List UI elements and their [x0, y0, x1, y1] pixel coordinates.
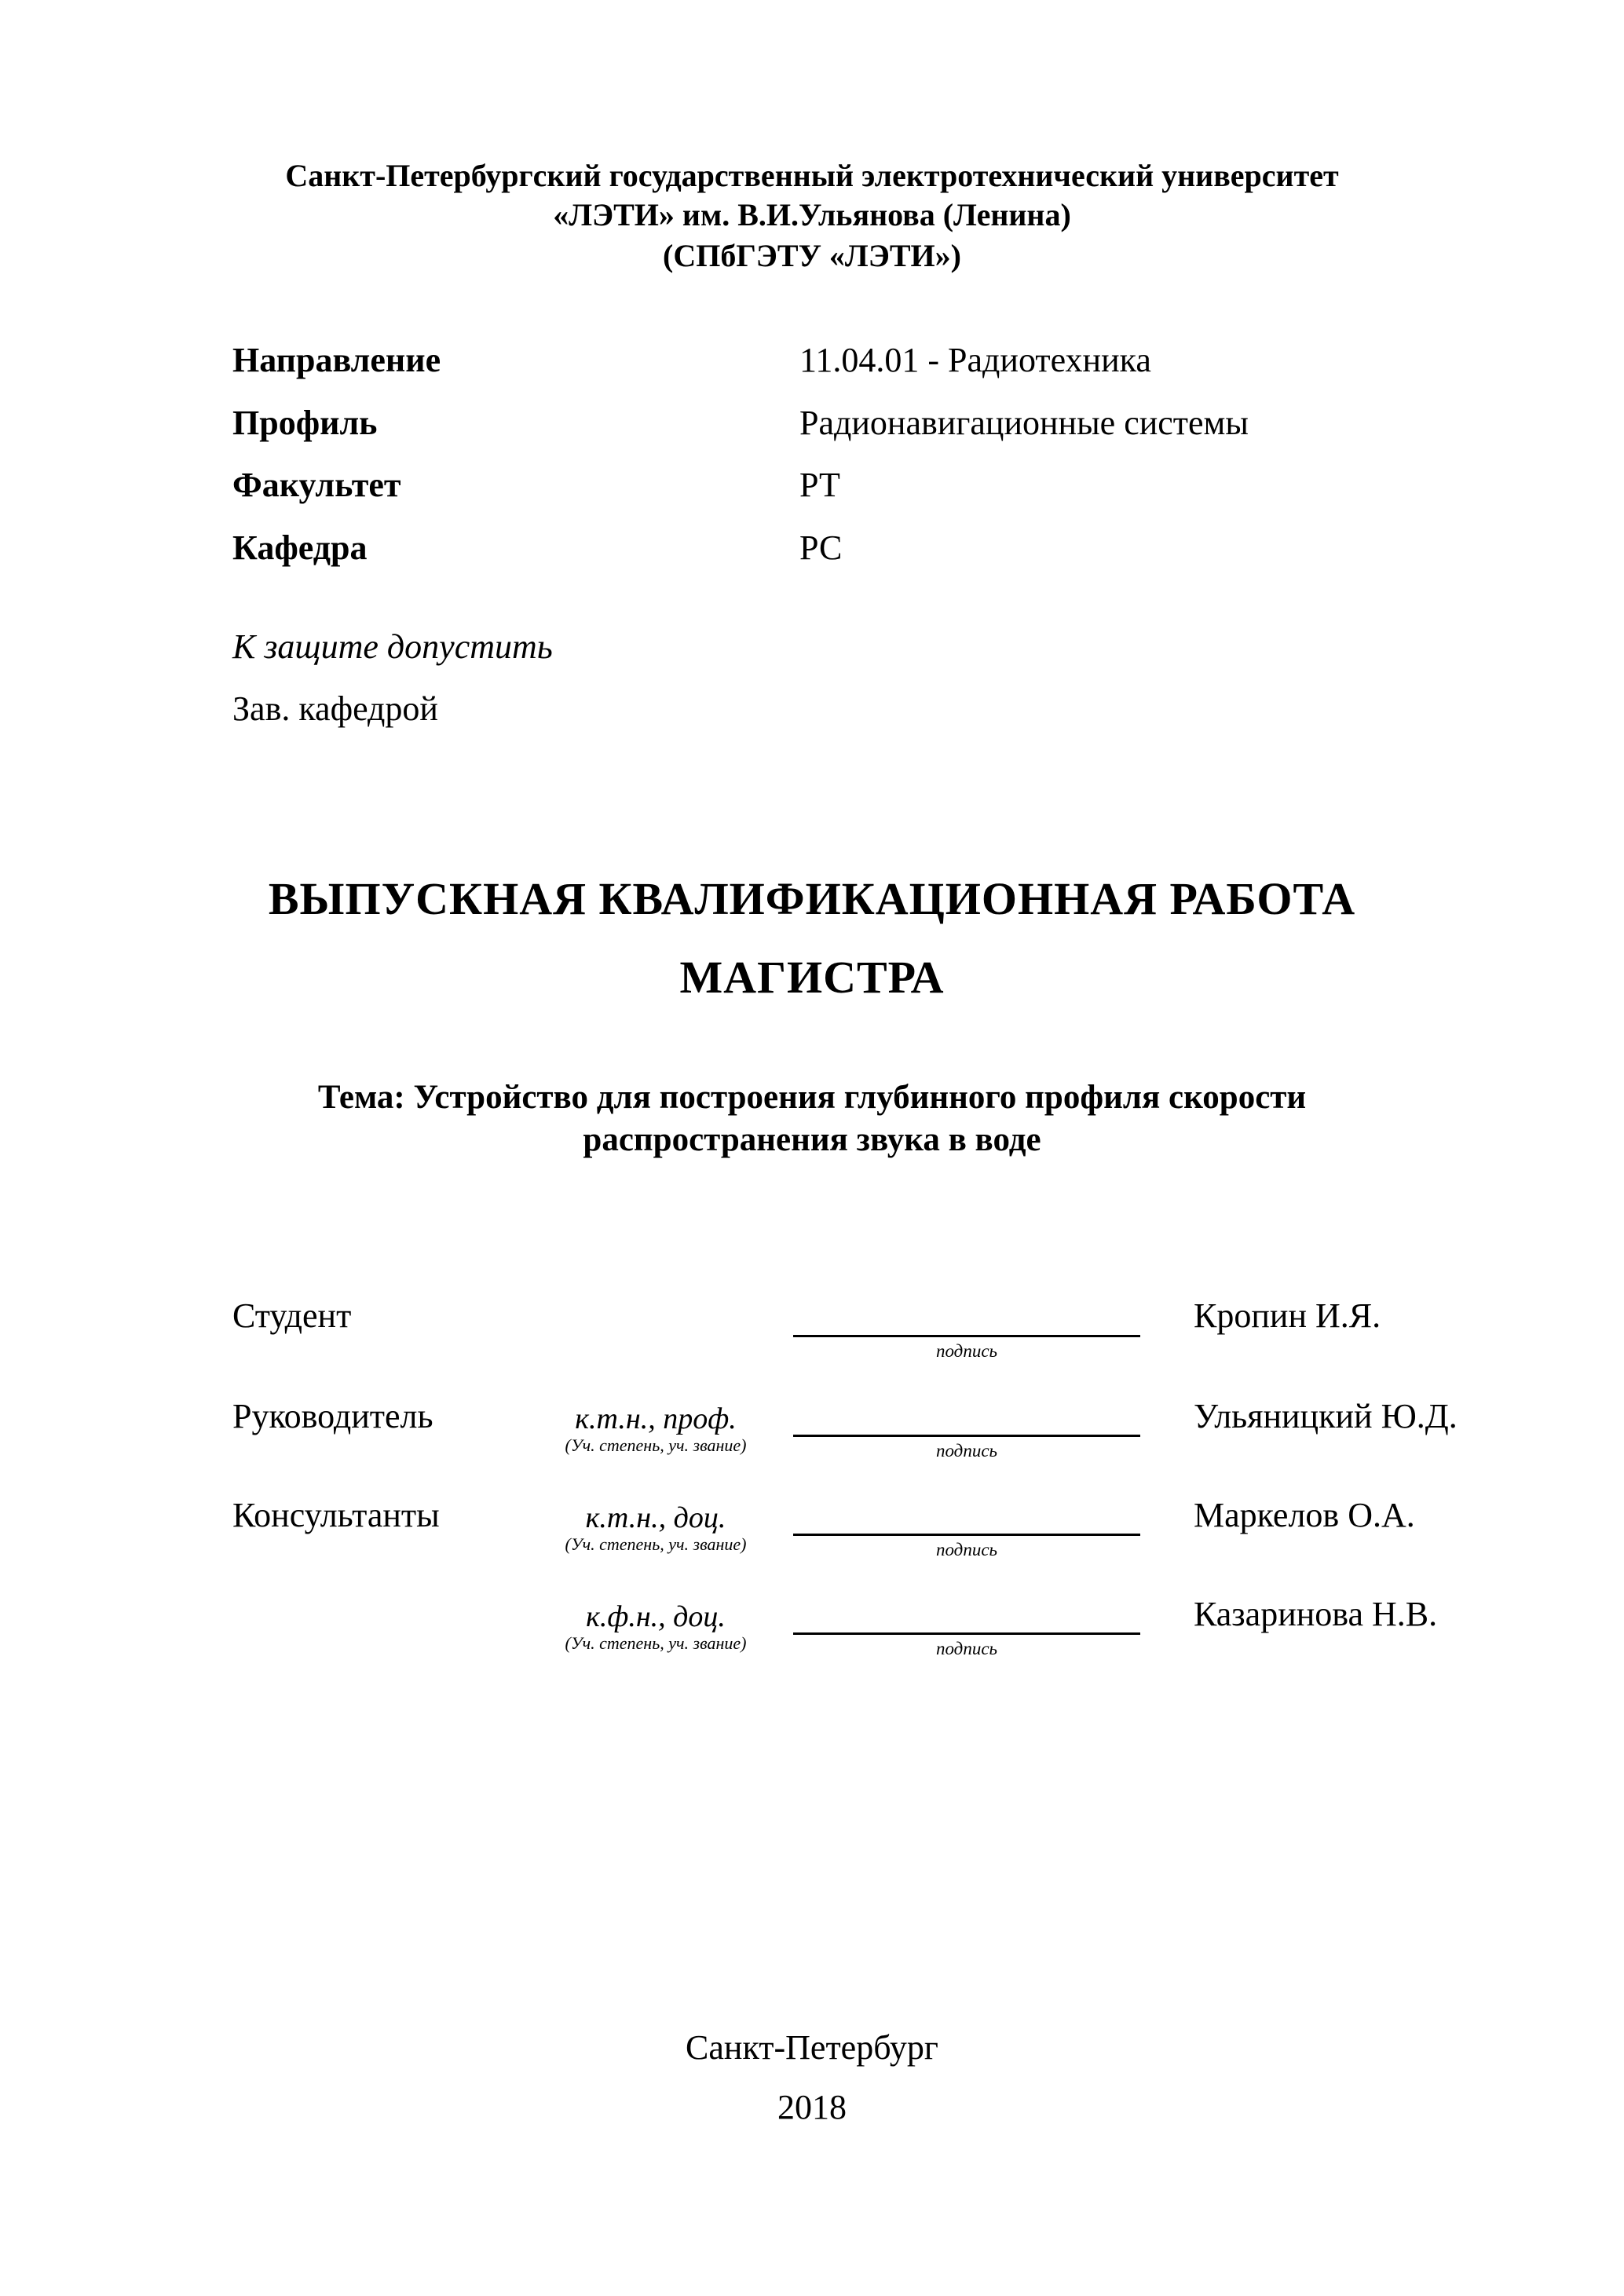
field-label-direction: Направление	[232, 341, 441, 379]
degree-hint: (Уч. степень, уч. звание)	[565, 1534, 747, 1554]
work-title-line2: МАГИСТРА	[679, 952, 945, 1003]
field-label-faculty: Факультет	[232, 466, 401, 504]
degree-consultant-1: к.т.н., доц.	[585, 1501, 726, 1534]
degree-hint: (Уч. степень, уч. звание)	[565, 1633, 747, 1653]
footer-year: 2018	[777, 2088, 847, 2126]
theme-line2: распространения звука в воде	[583, 1121, 1041, 1158]
role-consultants: Консультанты	[232, 1496, 440, 1534]
university-name-line2: «ЛЭТИ» им. В.И.Ульянова (Ленина)	[553, 197, 1071, 232]
field-value-profile: Радионавигационные системы	[799, 404, 1249, 442]
signature-hint: подпись	[935, 1540, 997, 1559]
field-label-department: Кафедра	[232, 528, 368, 567]
signature-line-consultant-1	[793, 1534, 1140, 1536]
name-student: Кропин И.Я.	[1194, 1296, 1381, 1335]
university-name: Санкт-Петербургский государственный электротехнический университет	[285, 158, 1339, 193]
signature-hint: подпись	[935, 1639, 997, 1658]
university-abbreviation: (СПбГЭТУ «ЛЭТИ»)	[663, 238, 961, 273]
role-supervisor: Руководитель	[232, 1397, 433, 1435]
role-student: Студент	[232, 1296, 352, 1335]
work-title-line1: ВЫПУСКНАЯ КВАЛИФИКАЦИОННАЯ РАБОТА	[268, 873, 1356, 924]
field-value-direction: 11.04.01 - Радиотехника	[799, 341, 1151, 379]
signature-hint: подпись	[935, 1441, 997, 1461]
theme-line1: Тема: Устройство для построения глубинного профиля скорости	[317, 1079, 1307, 1116]
name-consultant-2: Казаринова Н.В.	[1194, 1595, 1438, 1633]
signature-line-student	[793, 1335, 1140, 1337]
approval-title: К защите допустить	[232, 627, 553, 666]
field-label-profile: Профиль	[232, 404, 378, 442]
signature-line-supervisor	[793, 1435, 1140, 1437]
footer-city: Санкт-Петербург	[686, 2028, 938, 2067]
signature-hint: подпись	[935, 1341, 997, 1361]
degree-consultant-2: к.ф.н., доц.	[586, 1600, 726, 1633]
name-consultant-1: Маркелов О.А.	[1194, 1496, 1415, 1534]
field-value-faculty: РТ	[799, 466, 840, 504]
field-value-department: РС	[799, 528, 843, 567]
head-of-department-label: Зав. кафедрой	[232, 689, 438, 728]
name-supervisor: Ульяницкий Ю.Д.	[1194, 1397, 1458, 1435]
signature-line-consultant-2	[793, 1632, 1140, 1635]
degree-supervisor: к.т.н., проф.	[575, 1402, 737, 1435]
degree-hint: (Уч. степень, уч. звание)	[565, 1435, 747, 1455]
